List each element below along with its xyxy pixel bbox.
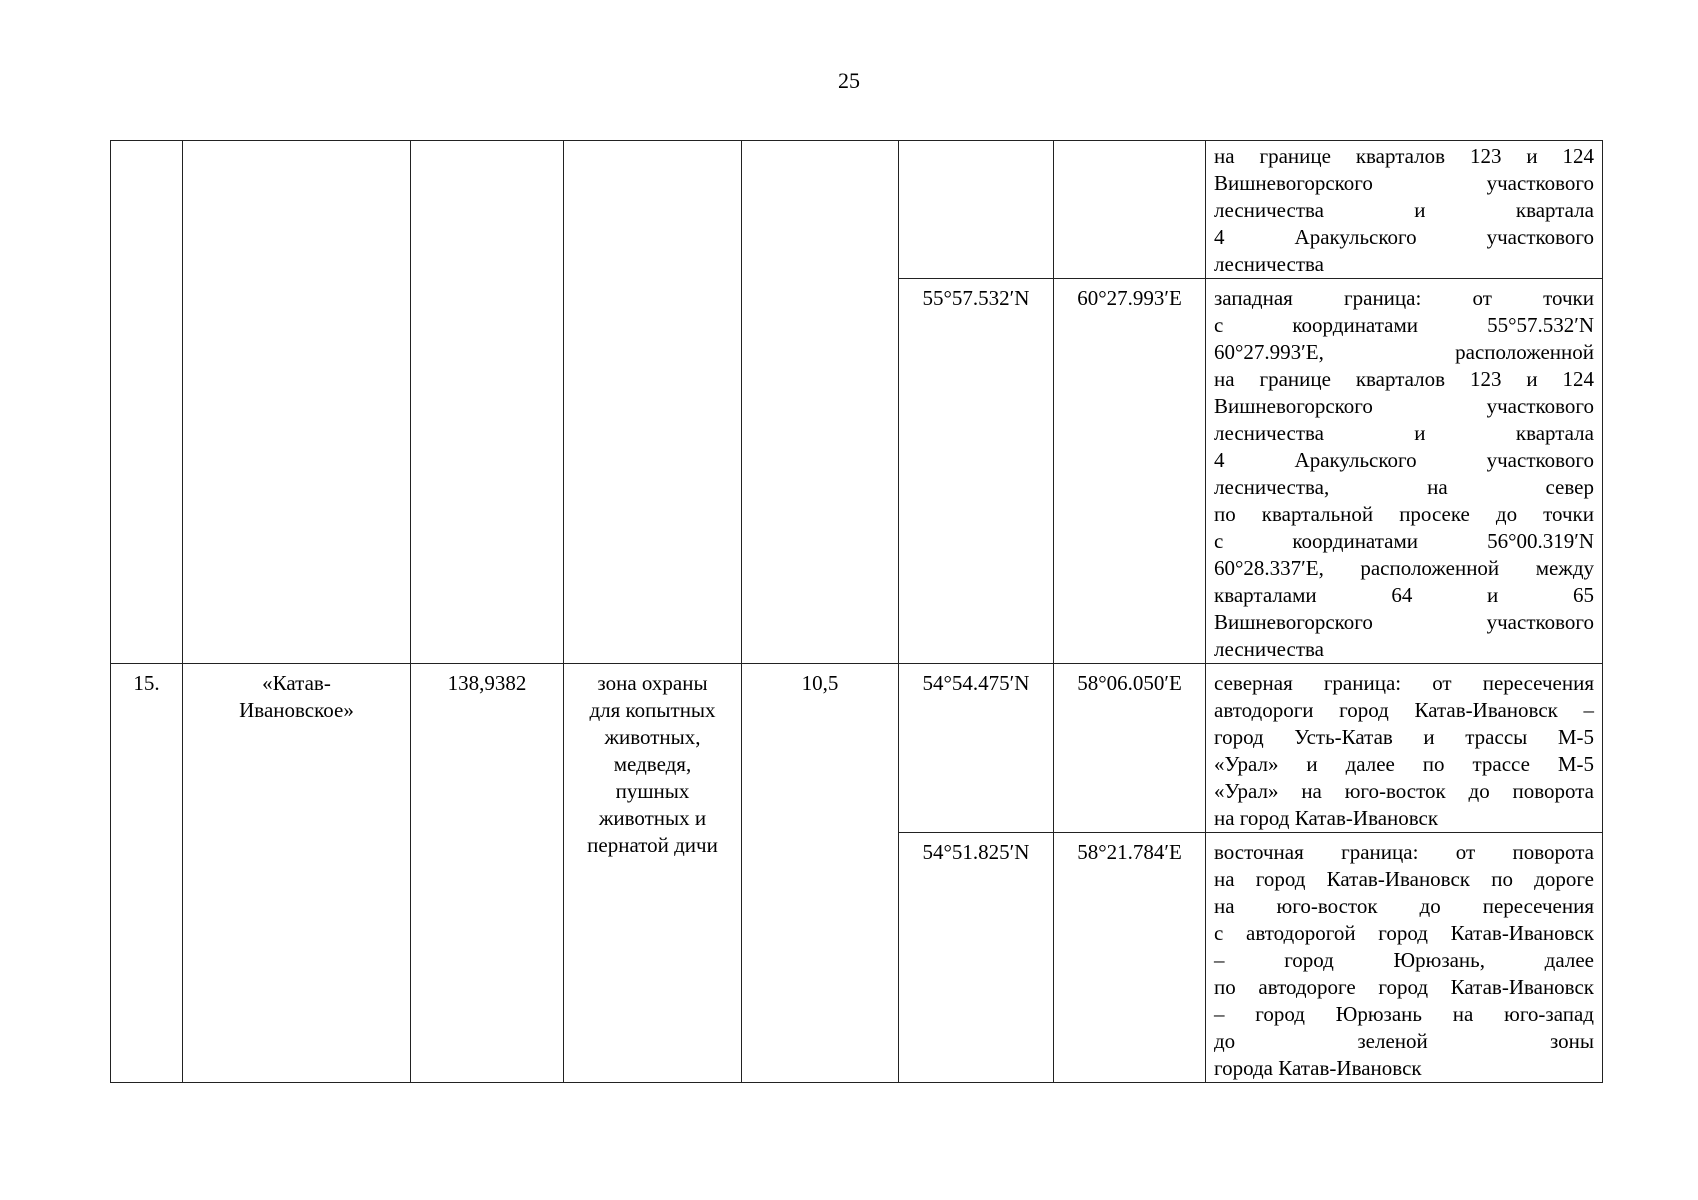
table-row bbox=[111, 141, 1603, 279]
description-line: на границе кварталов 123 и 124 bbox=[1214, 367, 1594, 391]
cell-purpose bbox=[564, 664, 742, 1083]
description-line: западная граница: от точки bbox=[1214, 286, 1594, 310]
description-line: на город Катав-Ивановск по дороге bbox=[1214, 867, 1594, 891]
description-line: с координатами 55°57.532′N bbox=[1214, 313, 1594, 337]
purpose-line: пушных bbox=[615, 779, 690, 803]
cell-longitude bbox=[1054, 141, 1206, 279]
description-line: на город Катав-Ивановск bbox=[1214, 806, 1439, 830]
cell-boundary-description bbox=[1206, 141, 1603, 279]
description-line: лесничества, на север bbox=[1214, 475, 1594, 499]
description-line: – город Юрюзань, далее bbox=[1214, 948, 1594, 972]
purpose-line: зона охраны bbox=[597, 671, 708, 695]
purpose-line: для копытных bbox=[589, 698, 716, 722]
description-line: восточная граница: от поворота bbox=[1214, 840, 1594, 864]
description-line: по автодороге город Катав-Ивановск bbox=[1214, 975, 1594, 999]
description-line: «Урал» и далее по трассе М-5 bbox=[1214, 752, 1594, 776]
description-line: на юго-восток до пересечения bbox=[1214, 894, 1594, 918]
cell-longitude: 58°06.050′E bbox=[1054, 664, 1206, 833]
description-line: «Урал» на юго-восток до поворота bbox=[1214, 779, 1594, 803]
cell-longitude: 60°27.993′E bbox=[1054, 279, 1206, 664]
cell-name bbox=[183, 664, 411, 1083]
description-line: лесничества и квартала bbox=[1214, 421, 1594, 445]
description-line: Вишневогорского участкового bbox=[1214, 171, 1594, 195]
description-line: города Катав-Ивановск bbox=[1214, 1056, 1422, 1080]
cell-value bbox=[742, 141, 899, 664]
cell-purpose bbox=[564, 141, 742, 664]
description-line: 4 Аракульского участкового bbox=[1214, 225, 1594, 249]
cell-longitude: 58°21.784′E bbox=[1054, 833, 1206, 1083]
purpose-line: животных и bbox=[598, 806, 707, 830]
zones-table bbox=[110, 140, 1603, 1083]
description-line: 60°28.337′E, расположенной между bbox=[1214, 556, 1594, 580]
description-line: кварталами 64 и 65 bbox=[1214, 583, 1594, 607]
description-line: – город Юрюзань на юго-запад bbox=[1214, 1002, 1594, 1026]
table-row bbox=[111, 664, 1603, 833]
purpose-line: медведя, bbox=[613, 752, 692, 776]
purpose-line: пернатой дичи bbox=[587, 833, 718, 857]
description-line: город Усть-Катав и трассы М-5 bbox=[1214, 725, 1594, 749]
description-line: по квартальной просеке до точки bbox=[1214, 502, 1594, 526]
cell-latitude: 55°57.532′N bbox=[899, 279, 1054, 664]
description-line: автодороги город Катав-Ивановск – bbox=[1214, 698, 1594, 722]
cell-name bbox=[183, 141, 411, 664]
cell-boundary-description bbox=[1206, 664, 1603, 833]
description-line: с координатами 56°00.319′N bbox=[1214, 529, 1594, 553]
description-line: Вишневогорского участкового bbox=[1214, 394, 1594, 418]
cell-value: 10,5 bbox=[742, 664, 899, 1083]
cell-latitude: 54°54.475′N bbox=[899, 664, 1054, 833]
description-line: лесничества bbox=[1214, 252, 1324, 276]
zone-name-line: «Катав- bbox=[262, 671, 331, 695]
cell-area: 138,9382 bbox=[411, 664, 564, 1083]
description-line: лесничества и квартала bbox=[1214, 198, 1594, 222]
purpose-line: животных, bbox=[604, 725, 701, 749]
cell-boundary-description bbox=[1206, 833, 1603, 1083]
description-line: с автодорогой город Катав-Ивановск bbox=[1214, 921, 1594, 945]
cell-number bbox=[111, 141, 183, 664]
description-line: до зеленой зоны bbox=[1214, 1029, 1594, 1053]
cell-latitude: 54°51.825′N bbox=[899, 833, 1054, 1083]
description-line: на границе кварталов 123 и 124 bbox=[1214, 144, 1594, 168]
description-line: Вишневогорского участкового bbox=[1214, 610, 1594, 634]
cell-boundary-description bbox=[1206, 279, 1603, 664]
description-line: 60°27.993′E, расположенной bbox=[1214, 340, 1594, 364]
description-line: лесничества bbox=[1214, 637, 1324, 661]
cell-area bbox=[411, 141, 564, 664]
cell-number: 15. bbox=[111, 664, 183, 1083]
cell-latitude bbox=[899, 141, 1054, 279]
page-number: 25 bbox=[838, 68, 860, 93]
zone-name-line: Ивановское» bbox=[239, 698, 354, 722]
description-line: северная граница: от пересечения bbox=[1214, 671, 1594, 695]
description-line: 4 Аракульского участкового bbox=[1214, 448, 1594, 472]
